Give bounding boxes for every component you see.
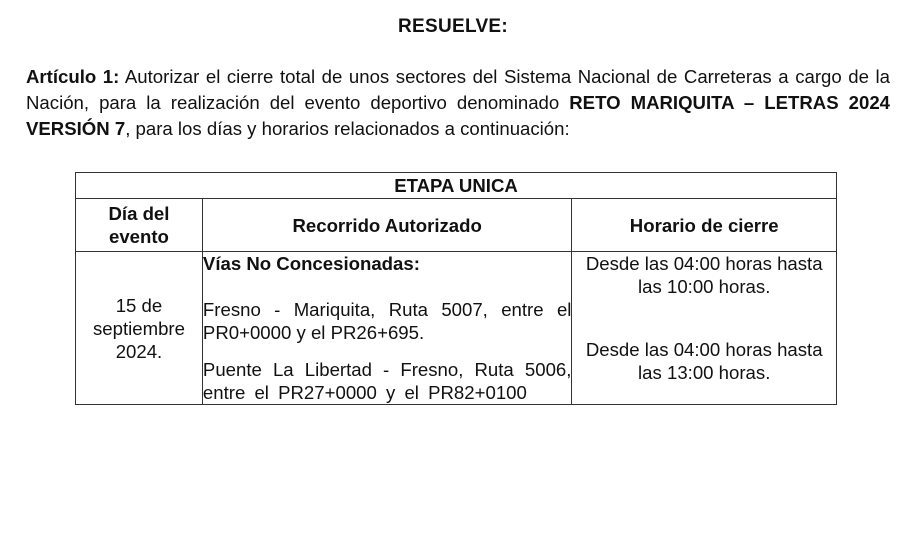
route-subtitle: Vías No Concesionadas: xyxy=(202,253,420,274)
header-day: Día del evento xyxy=(76,199,203,252)
article-text-intro: Autorizar el cierre total de unos sectores del Sistema Nacional de Carreteras a cargo de la Nación, para la realización del evento deportivo denominado xyxy=(26,66,890,113)
resolution-heading: RESUELVE: xyxy=(397,16,509,37)
article-label: Artículo 1: xyxy=(26,66,120,87)
event-name: RETO MARIQUITA – LETRAS 2024 VERSIÓN 7 xyxy=(26,92,891,139)
header-route: Recorrido Autorizado xyxy=(202,199,572,252)
table-title: ETAPA UNICA xyxy=(76,173,837,199)
event-day-cell xyxy=(76,252,203,405)
table-header-row xyxy=(76,199,837,252)
hours-cell xyxy=(572,252,837,405)
closure-hours-1: Desde las 04:00 horas hasta las 10:00 horas. xyxy=(585,253,823,297)
route-segment-1: Fresno - Mariquita, Ruta 5007, entre el PR0+0000 y el PR26+695. xyxy=(202,299,572,343)
route-segment-2: Puente La Libertad - Fresno, Ruta 5006, entre el PR27+0000 y el PR82+0100 xyxy=(202,359,572,403)
event-day: 15 de septiembre 2024. xyxy=(92,294,185,362)
route-cell xyxy=(202,252,572,405)
article-paragraph xyxy=(26,64,890,142)
table-row xyxy=(76,252,837,405)
article-text-outro: , para los días y horarios relacionados a continuación: xyxy=(125,118,570,139)
table-title-row xyxy=(76,173,837,199)
header-hours: Horario de cierre xyxy=(572,199,837,252)
schedule-table xyxy=(75,172,837,405)
closure-hours-2: Desde las 04:00 horas hasta las 13:00 horas. xyxy=(585,339,823,383)
